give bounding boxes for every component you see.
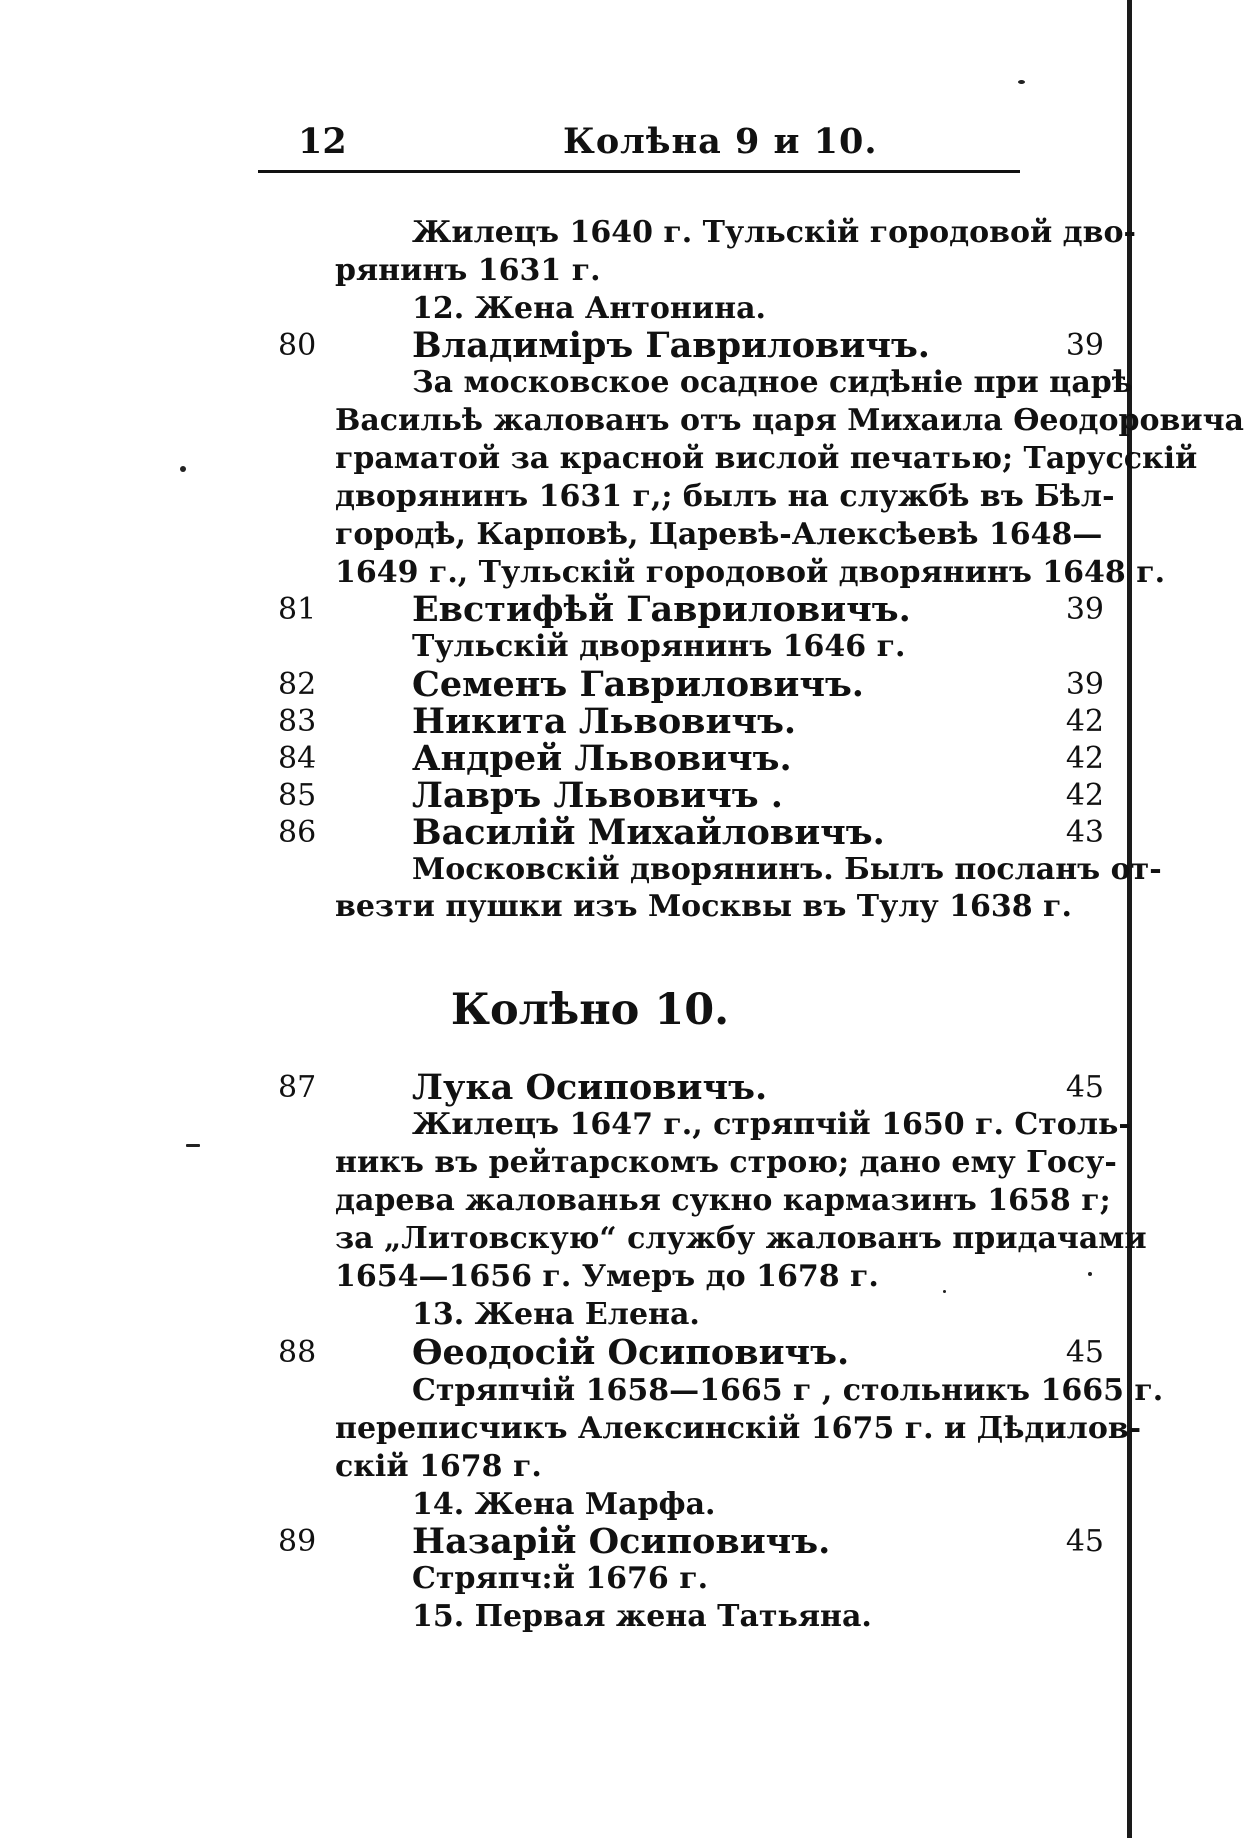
line-text: везти пушки изъ Москвы въ Тулу 1638 г. xyxy=(335,889,1072,924)
line-text: скій 1678 г. xyxy=(335,1449,542,1484)
line-text: граматой за красной вислой печатью; Тарусскій xyxy=(335,441,1198,476)
page-number: 12 xyxy=(298,121,347,162)
entry-name: Лука Осиповичъ. xyxy=(412,1067,768,1108)
entry-name: Никита Львовичъ. xyxy=(412,701,797,742)
text-line xyxy=(0,851,1162,889)
entry-number: 81 xyxy=(278,592,317,627)
line-text: Тульскій дворянинъ 1646 г. xyxy=(412,629,906,664)
line-text: Жилецъ 1640 г. Тульскій городовой дво- xyxy=(412,215,1136,250)
genealogy-entry xyxy=(0,777,1140,815)
page-header xyxy=(258,118,1020,166)
entry-reference: 42 xyxy=(1065,778,1104,813)
line-text: рянинъ 1631 г. xyxy=(335,253,601,288)
entry-reference: 45 xyxy=(1065,1070,1104,1105)
entry-number: 88 xyxy=(278,1335,317,1370)
entry-reference: 45 xyxy=(1065,1524,1104,1559)
entry-number: 82 xyxy=(278,667,317,702)
line-text: Жилецъ 1647 г., стряпчій 1650 г. Столь- xyxy=(412,1107,1131,1142)
entry-number: 86 xyxy=(278,815,317,850)
entry-number: 89 xyxy=(278,1524,317,1559)
text-line xyxy=(0,1144,1140,1182)
line-text: 14. Жена Марфа. xyxy=(412,1487,716,1522)
entry-reference: 39 xyxy=(1065,667,1104,702)
genealogy-entry xyxy=(0,1069,1140,1107)
text-line xyxy=(0,1410,1140,1448)
text-line xyxy=(0,1106,1140,1144)
genealogy-entry xyxy=(0,327,1140,365)
text-line xyxy=(0,888,1140,926)
genealogy-entry xyxy=(0,1523,1140,1561)
entry-reference: 39 xyxy=(1065,592,1104,627)
entry-name: Семенъ Гавриловичъ. xyxy=(412,664,864,705)
text-line xyxy=(0,440,1198,478)
header-divider xyxy=(258,170,1020,173)
text-line xyxy=(0,402,1244,440)
text-line xyxy=(0,364,1140,402)
genealogy-entry xyxy=(0,703,1140,741)
line-text: 12. Жена Антонина. xyxy=(412,291,766,326)
entry-name: Андрей Львовичъ. xyxy=(412,738,792,779)
entry-name: Владиміръ Гавриловичъ. xyxy=(412,325,930,366)
text-line xyxy=(0,628,1140,666)
entry-number: 84 xyxy=(278,741,317,776)
running-title: Колѣна 9 и 10. xyxy=(563,121,878,162)
text-line xyxy=(0,516,1140,554)
genealogy-entry xyxy=(0,814,1140,852)
entry-name: Ѳеодосій Осиповичъ. xyxy=(412,1332,850,1373)
text-line xyxy=(0,478,1140,516)
line-text: Стряпч:й 1676 г. xyxy=(412,1561,709,1596)
line-text: за „Литовскую“ службу жалованъ придачами xyxy=(335,1221,1147,1256)
entry-number: 83 xyxy=(278,704,317,739)
text-line xyxy=(0,1448,1140,1486)
entry-name: Назарій Осиповичъ. xyxy=(412,1521,831,1562)
line-text: 15. Первая жена Татьяна. xyxy=(412,1599,872,1634)
section-title: Колѣно 10. xyxy=(450,985,730,1035)
genealogy-entry xyxy=(0,1334,1140,1372)
print-speck xyxy=(1018,80,1025,84)
entry-reference: 43 xyxy=(1065,815,1104,850)
line-text: 1649 г., Тульскій городовой дворянинъ 1648 г. xyxy=(335,555,1166,590)
entry-number: 80 xyxy=(278,328,317,363)
line-text: 1654—1656 г. Умеръ до 1678 г. xyxy=(335,1259,879,1294)
genealogy-entry xyxy=(0,740,1140,778)
line-text: никъ въ рейтарскомъ строю; дано ему Госу- xyxy=(335,1145,1117,1180)
entry-name: Евстифѣй Гавриловичъ. xyxy=(412,589,911,630)
text-line xyxy=(0,252,1140,290)
entry-name: Лавръ Львовичъ . xyxy=(412,775,783,816)
text-line xyxy=(0,554,1166,592)
print-speck xyxy=(1088,1272,1092,1276)
text-line xyxy=(0,1182,1140,1220)
entry-name: Василій Михайловичъ. xyxy=(412,812,885,853)
text-line xyxy=(0,1220,1147,1258)
genealogy-entry xyxy=(0,666,1140,704)
genealogy-entry xyxy=(0,591,1140,629)
line-text: 13. Жена Елена. xyxy=(412,1297,700,1332)
print-speck xyxy=(943,1290,946,1293)
text-line xyxy=(0,1598,1140,1636)
text-line xyxy=(0,1258,1140,1296)
text-line xyxy=(0,1486,1140,1524)
entry-reference: 39 xyxy=(1065,328,1104,363)
line-text: Стряпчій 1658—1665 г , стольникъ 1665 г. xyxy=(412,1373,1164,1408)
text-line xyxy=(0,290,1140,328)
line-text: За московское осадное сидѣніе при царѣ xyxy=(412,365,1133,400)
entry-reference: 42 xyxy=(1065,704,1104,739)
print-speck xyxy=(186,1144,200,1147)
entry-number: 87 xyxy=(278,1070,317,1105)
line-text: Московскій дворянинъ. Былъ посланъ от- xyxy=(412,852,1162,887)
entry-reference: 42 xyxy=(1065,741,1104,776)
text-line xyxy=(0,1372,1164,1410)
line-text: переписчикъ Алексинскій 1675 г. и Дѣдилов- xyxy=(335,1411,1142,1446)
entry-number: 85 xyxy=(278,778,317,813)
text-line xyxy=(0,214,1140,252)
line-text: дворянинъ 1631 г,; былъ на службѣ въ Бѣл- xyxy=(335,479,1115,514)
text-line xyxy=(0,1296,1140,1334)
print-speck xyxy=(180,466,186,472)
line-text: Васильѣ жалованъ отъ царя Михаила Ѳеодоровича xyxy=(335,403,1244,438)
line-text: дарева жалованья сукно кармазинъ 1658 г; xyxy=(335,1183,1111,1218)
text-line xyxy=(0,1560,1140,1598)
entry-reference: 45 xyxy=(1065,1335,1104,1370)
line-text: городѣ, Карповѣ, Царевѣ-Алексѣевѣ 1648— xyxy=(335,517,1103,552)
